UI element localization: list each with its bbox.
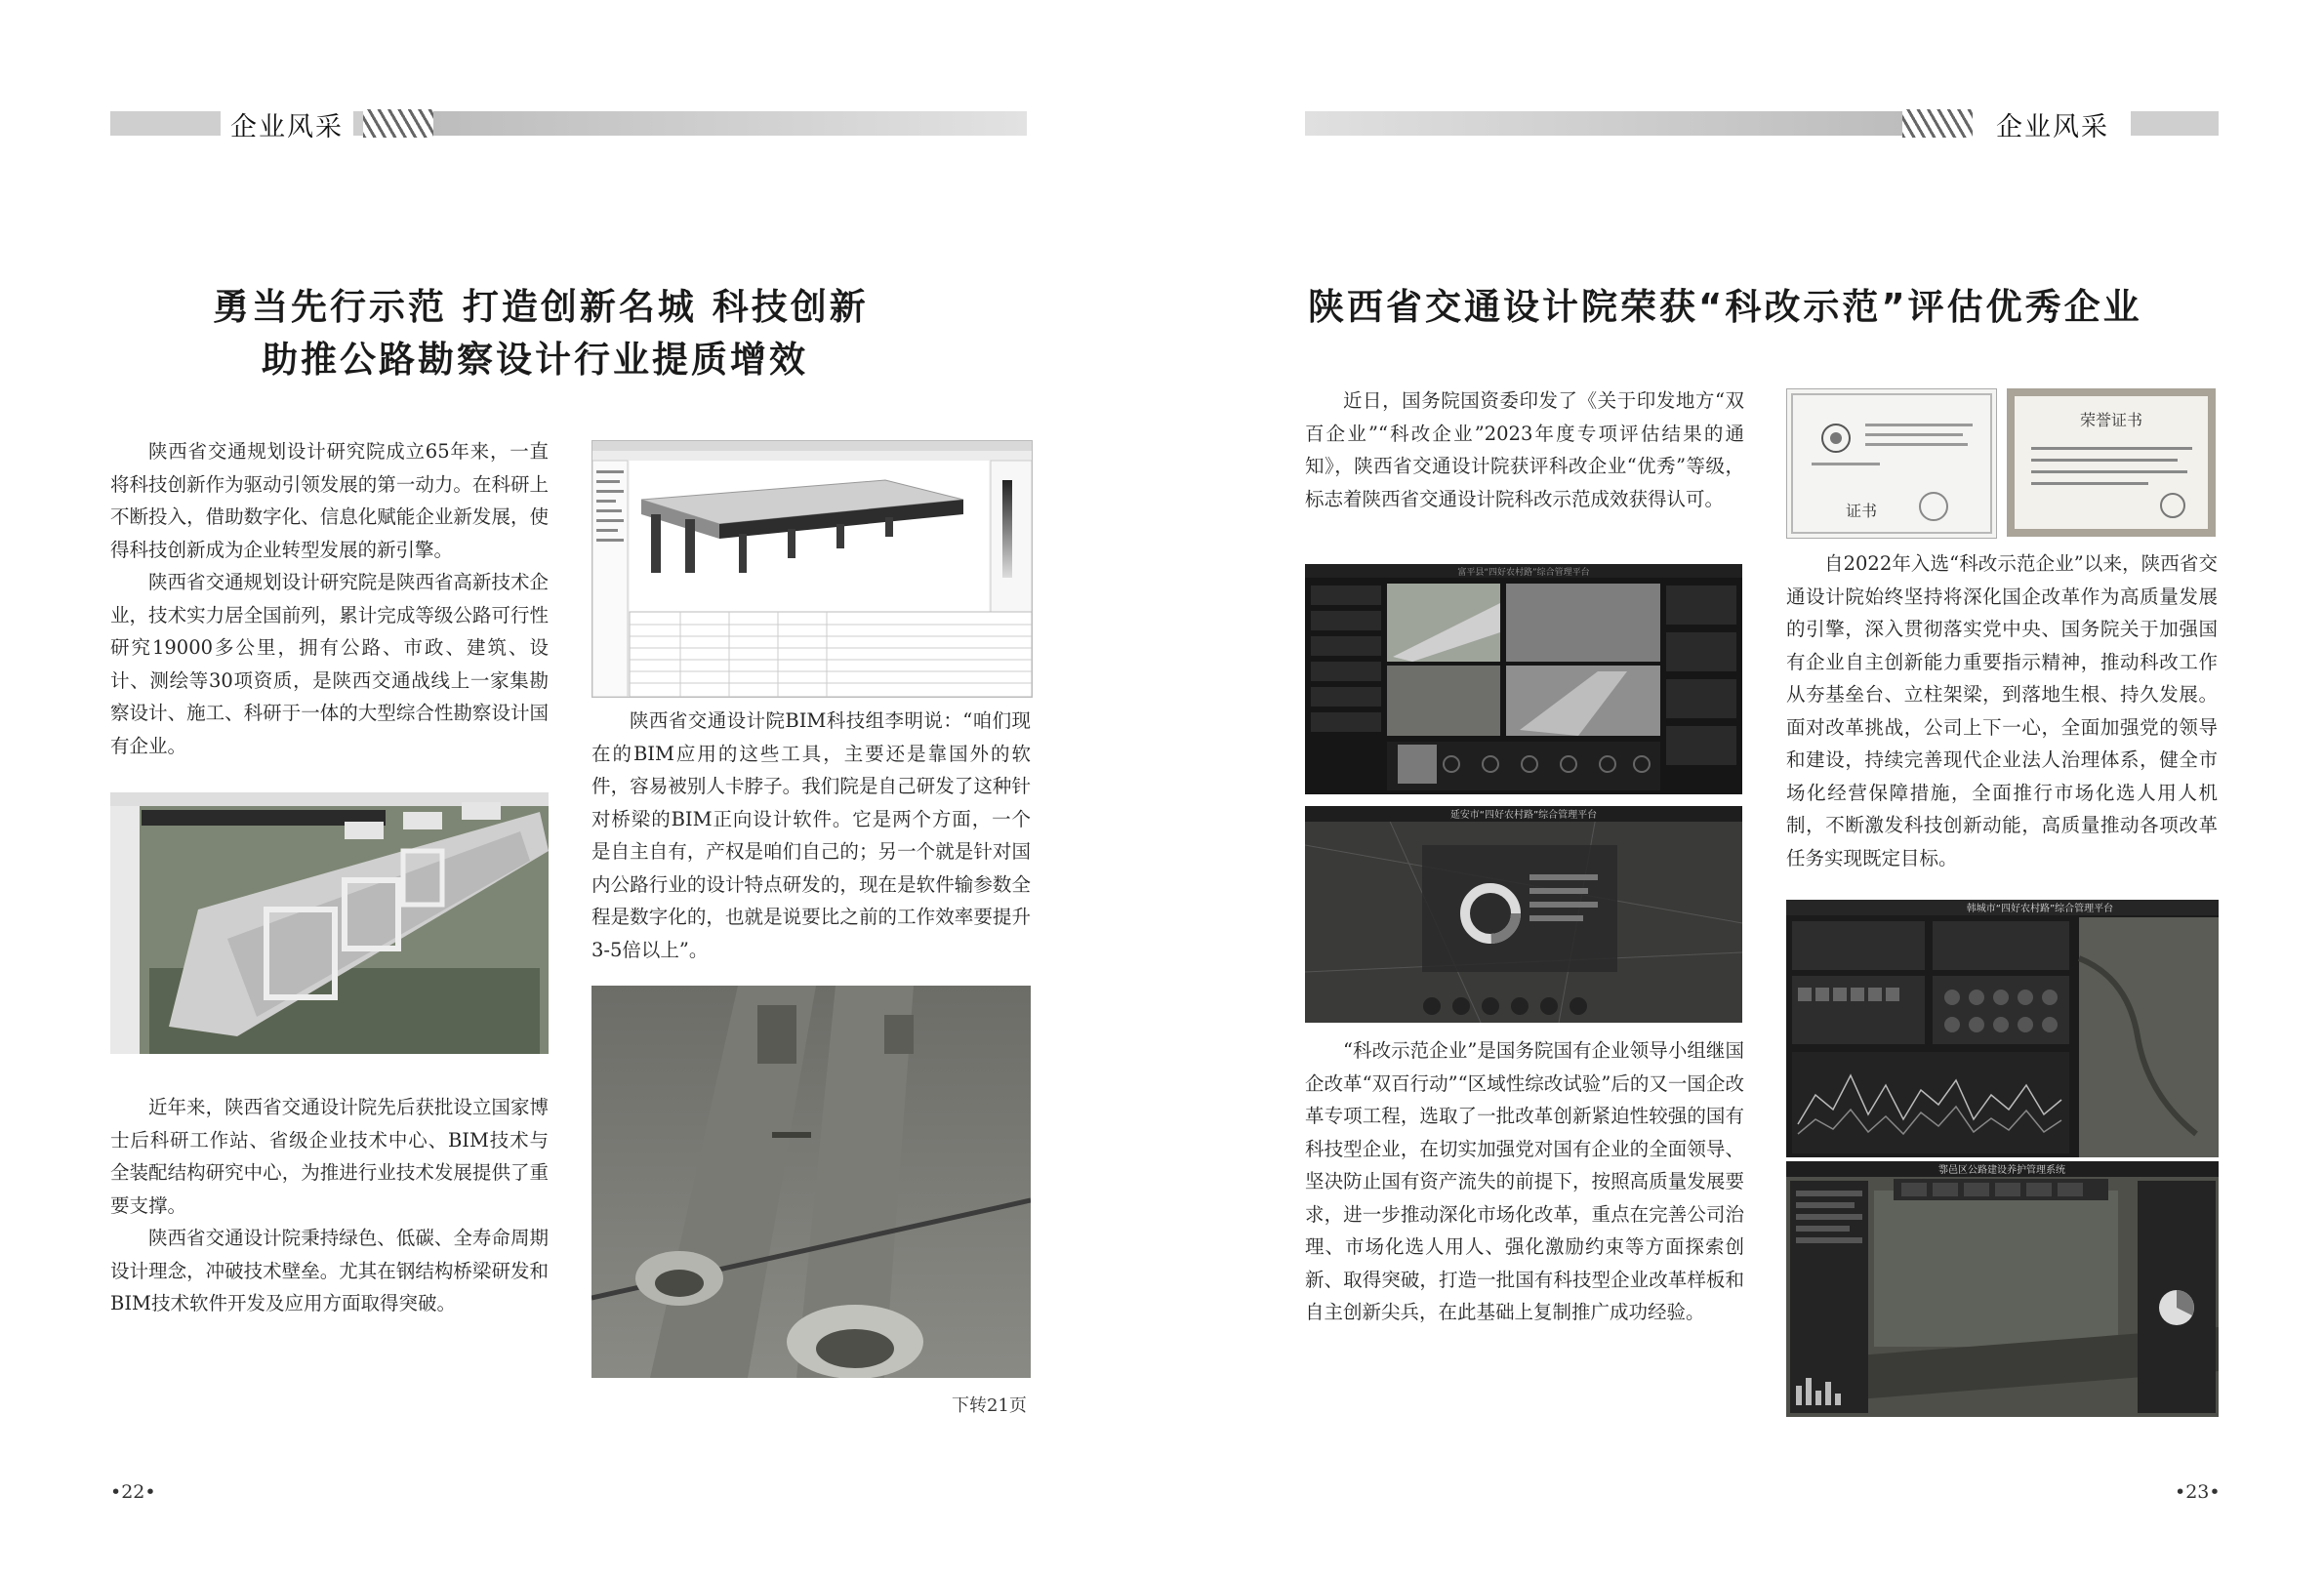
dashboard-screenshot-2 bbox=[1305, 806, 1742, 1023]
dashboard-2-title: 延安市“四好农村路”综合管理平台 bbox=[1449, 810, 1598, 821]
paragraph: 自2022年入选“科改示范企业”以来，陕西省交通设计院始终坚持将深化国企改革作为高质量发展的引擎，深入贯彻落实党中央、国务院关于加强国有企业自主创新能力重要指示精神，推动科改工作从夯基垒台、立柱架梁，到落地生根、持久发展。面对改革挑战，公司上下一心，全面加强党的领导和建设，持续完善现代企业法人治理体系，健全市场化经营保障措施，全面推行市场化选人用人机制，不断激发科技创新动能，高质量推动各项改革任务实现既定目标。 bbox=[1786, 552, 2218, 869]
paragraph: 陕西省交通设计院BIM科技组李明说：“咱们现在的BIM应用的这些工具，主要还是靠国外的软件，容易被别人卡脖子。我们院是自己研发了这种针对桥梁的BIM正向设计软件。它是两个方面，一个是自主自有，产权是咱们自己的；另一个就是针对国内公路行业的设计特点研发的，现在是软件输参数全程是数字化的，也就是说要比之前的工作效率要提升3-5倍以上”。 bbox=[591, 709, 1031, 961]
certificate-1-graphic bbox=[1787, 389, 1996, 538]
bim-software-screenshot bbox=[591, 440, 1033, 698]
left-page-number: •22• bbox=[110, 1481, 156, 1503]
left-section-label: 企业风采 bbox=[221, 105, 353, 143]
paragraph: 陕西省交通规划设计研究院是陕西省高新技术企业，技术实力居全国前列，累计完成等级公路可行性研究19000多公里，拥有公路、市政、建筑、设计、测绘等30项资质，是陕西交通战线上一家集勘察设计、施工、科研于一体的大型综合性勘察设计国有企业。 bbox=[110, 571, 549, 757]
paragraph: 陕西省交通规划设计研究院成立65年来，一直将科技创新作为驱动引领发展的第一动力。在科研上不断投入，借助数字化、信息化赋能企业新发展，使得科技创新成为企业转型发展的新引擎。 bbox=[110, 440, 549, 561]
certificate-image-1 bbox=[1786, 388, 1997, 539]
dashboard-screenshot-1 bbox=[1305, 564, 1742, 794]
right-col1-text-a bbox=[1305, 384, 1744, 515]
certificate-image-2 bbox=[2007, 388, 2216, 537]
left-col2-text bbox=[591, 705, 1031, 966]
dashboard-4-title: 鄠邑区公路建设养护管理系统 bbox=[1938, 1165, 2065, 1176]
certificate-2-text: 荣誉证书 bbox=[2079, 411, 2143, 429]
dashboard-3-graphic bbox=[1786, 900, 2219, 1157]
certificate-1-text: 证书 bbox=[1846, 502, 1878, 520]
aerial-construction-photo bbox=[591, 986, 1031, 1378]
bim-software-graphic bbox=[592, 441, 1032, 697]
left-col1-text-a bbox=[110, 435, 549, 762]
left-header-bar-right bbox=[433, 111, 1027, 136]
dashboard-1-graphic bbox=[1305, 564, 1742, 794]
paragraph: “科改示范企业”是国务院国有企业领导小组继国企改革“双百行动”“区域性综改试验”后的又一国企改革专项工程，选取了一批改革创新紧迫性较强的国有科技型企业，在切实加强党对国有企业的全面领导、坚决防止国有资产流失的前提下，按照高质量发展要求，进一步推动深化市场化改革，重点在完善公司治理、市场化选人用人、强化激励约束等方面探索创新、取得突破，打造一批国有科技型企业改革样板和自主创新尖兵，在此基础上复制推广成功经验。 bbox=[1305, 1039, 1744, 1323]
right-title: 陕西省交通设计院荣获“科改示范”评估优秀企业 bbox=[1308, 286, 2142, 328]
aerial-photo-graphic bbox=[591, 986, 1031, 1378]
dashboard-screenshot-4 bbox=[1786, 1161, 2219, 1417]
paragraph: 近日，国务院国资委印发了《关于印发地方“双百企业”“科改企业”2023年度专项评估结果的通知》，陕西省交通设计院获评科改企业“优秀”等级，标志着陕西省交通设计院科改示范成效获得认可。 bbox=[1305, 389, 1744, 510]
dashboard-1-title: 富平县“四好农村路”综合管理平台 bbox=[1457, 568, 1590, 578]
continued-note: 下转21页 bbox=[952, 1395, 1027, 1416]
paragraph: 近年来，陕西省交通设计院先后获批设立国家博士后科研工作站、省级企业技术中心、BIM技术与全装配结构研究中心，为推进行业技术发展提供了重要支撑。 bbox=[110, 1096, 549, 1217]
dashboard-3-title: 韩城市“四好农村路”综合管理平台 bbox=[1966, 904, 2114, 914]
dashboard-2-graphic bbox=[1305, 806, 1742, 1023]
dashboard-4-graphic bbox=[1786, 1161, 2219, 1417]
left-header-hatch bbox=[363, 109, 433, 138]
right-col2-text bbox=[1786, 547, 2218, 874]
paragraph: 陕西省交通设计院秉持绿色、低碳、全寿命周期设计理念，冲破技术壁垒。尤其在钢结构桥梁研发和BIM技术软件开发及应用方面取得突破。 bbox=[110, 1227, 549, 1314]
left-title-line1: 勇当先行示范 打造创新名城 科技创新 bbox=[213, 286, 869, 328]
left-title-line2: 助推公路勘察设计行业提质增效 bbox=[262, 339, 808, 381]
right-page-number: •23• bbox=[2175, 1481, 2221, 1503]
bridge-3d-rendering-image bbox=[110, 792, 549, 1054]
right-section-label: 企业风采 bbox=[1986, 105, 2119, 143]
right-col1-text-b bbox=[1305, 1034, 1744, 1329]
dashboard-screenshot-3 bbox=[1786, 900, 2219, 1157]
right-header-hatch bbox=[1902, 109, 1973, 138]
bridge-rendering-graphic bbox=[110, 792, 549, 1054]
left-col1-text-b bbox=[110, 1091, 549, 1320]
right-header-bar-right bbox=[2131, 111, 2219, 136]
right-header-bar-left bbox=[1305, 111, 1902, 136]
certificate-2-graphic bbox=[2007, 388, 2216, 537]
